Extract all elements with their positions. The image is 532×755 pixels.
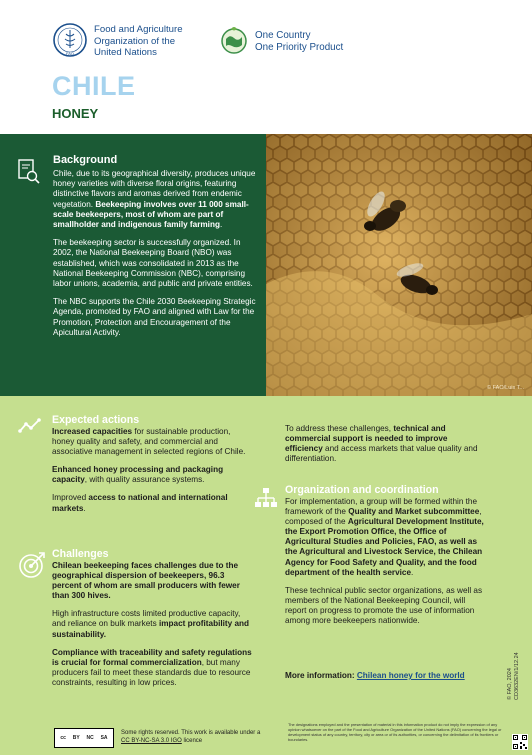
fao-logo-icon — [52, 22, 88, 58]
challenge-2: High infrastructure costs limited productive capacity, and reliance on bulk markets impact profitability and sustainability. — [52, 609, 250, 639]
document-search-icon — [17, 158, 41, 186]
expected-action-1: Increased capacities for sustainable production, honey quality and safety, and commercial and associative management in selected regions of Chile. — [52, 427, 246, 457]
challenges-body — [52, 561, 252, 688]
organization-chart-icon — [254, 486, 278, 510]
license-statement: Some rights reserved. This work is available under a CC BY-NC-SA 3.0 IGO licence — [121, 730, 261, 744]
more-information-link[interactable]: Chilean honey for the world — [356, 671, 465, 680]
trend-line-icon — [18, 418, 42, 434]
background-heading: Background — [53, 154, 118, 166]
expected-action-3: Improved access to national and international markets. — [52, 493, 228, 513]
copyright-vertical: © FAO, 2024 — [507, 668, 513, 700]
expected-action-2: Enhanced honey processing and packaging capacity, with quality assurance systems. — [52, 465, 224, 485]
challenges-heading: Challenges — [52, 548, 109, 560]
license-link[interactable]: CC BY-NC-SA 3.0 IGO — [121, 738, 182, 744]
disclaimer-text: The designations employed and the presentation of material in this information product do not imply the expression of any opinion whatsoever on the part of the Food and Agriculture Organization of the United Nations (FAO) concerning the legal or development status of any country, territory, city or area or of its authorities, or concerning the delimitation of its frontiers or boundaries. — [288, 722, 502, 742]
organization-body — [285, 497, 485, 626]
organization-paragraph-2: These technical public sector organizations, as well as members of the National Beekeeping Council, will report on progress to promote the use of information among more beekeepers nationwide. — [285, 585, 483, 626]
support-intro-block — [285, 424, 485, 472]
qr-code-icon[interactable] — [512, 734, 528, 750]
header — [0, 0, 532, 134]
background-body — [53, 169, 257, 346]
one-country-one-product-logo-icon — [217, 24, 251, 56]
fao-organization-name: Food and Agriculture Organization of the United Nations — [94, 24, 183, 58]
opop-program-name: One Country One Priority Product — [255, 30, 344, 53]
background-paragraph-1: Chile, due to its geographical diversity, produces unique honey varieties with diverse floral origins, featuring distinctive flavors and aromas derived from endemic vegetation. Beekeeping involves over 11 000 small-scale beekeepers, most of whom are part of smallholder and indigenous family farming. — [53, 169, 256, 230]
document-code-vertical: CD3632EN/1/12.24 — [514, 652, 520, 700]
expected-actions-block — [52, 414, 252, 522]
organization-paragraph-1: For implementation, a group will be formed within the framework of the Quality and Market subcommittee, composed of the Agricultural Development Institute, the Export Promotion Office, the Office of Agricultural Studies and Policies, FAO, as well as the Agricultural and Livestock Service, the Chilean Agency for Food Safety and Quality, and the food department of the health service. — [285, 497, 484, 577]
product-title: HONEY — [52, 106, 99, 121]
background-paragraph-2: The beekeeping sector is successfully organized. In 2002, the National Beekeeping Board (NBO) was established, which was consolidated in 2013 as the National Beekeeping Commission (NBC), comprising labor unions, academia, and public and private entities. — [53, 238, 253, 289]
expected-actions-body — [52, 427, 252, 514]
support-intro-text: To address these challenges, technical and commercial support is needed to improve efficiency and access markets that value quality and differentiation. — [285, 424, 478, 464]
challenge-3: Compliance with traceability and safety regulations is crucial for formal commercialization, but many producers fail to meet these standards due to resource constraints, resulting in low prices. — [52, 647, 252, 687]
background-section — [0, 134, 266, 396]
svg-text:FAO: FAO — [65, 51, 75, 56]
honeycomb-bee-photo — [266, 134, 532, 396]
expected-actions-heading: Expected actions — [52, 414, 140, 426]
cc-license-badge-icon[interactable]: cc BY NC SA — [54, 728, 114, 748]
photo-credit: © FAO/Luis T... — [487, 385, 524, 391]
honeycomb-image — [266, 134, 532, 396]
background-paragraph-3: The NBC supports the Chile 2030 Beekeeping Strategic Agenda, promoted by FAO and aligned with Law for the Promotion, Protection and Encouragement of the Apicultural Activity. — [53, 297, 256, 337]
details-section — [0, 396, 532, 755]
target-icon — [18, 551, 46, 579]
challenge-1: Chilean beekeeping faces challenges due to the geographical dispersion of beekeepers, 96.3 percent of whom are small producers with fewer than 300 hives. — [52, 561, 240, 601]
organization-block — [285, 484, 485, 634]
country-title: CHILE — [52, 71, 136, 101]
more-information: More information: Chilean honey for the world — [285, 671, 465, 680]
organization-heading: Organization and coordination — [285, 484, 439, 496]
challenges-block — [52, 548, 252, 696]
